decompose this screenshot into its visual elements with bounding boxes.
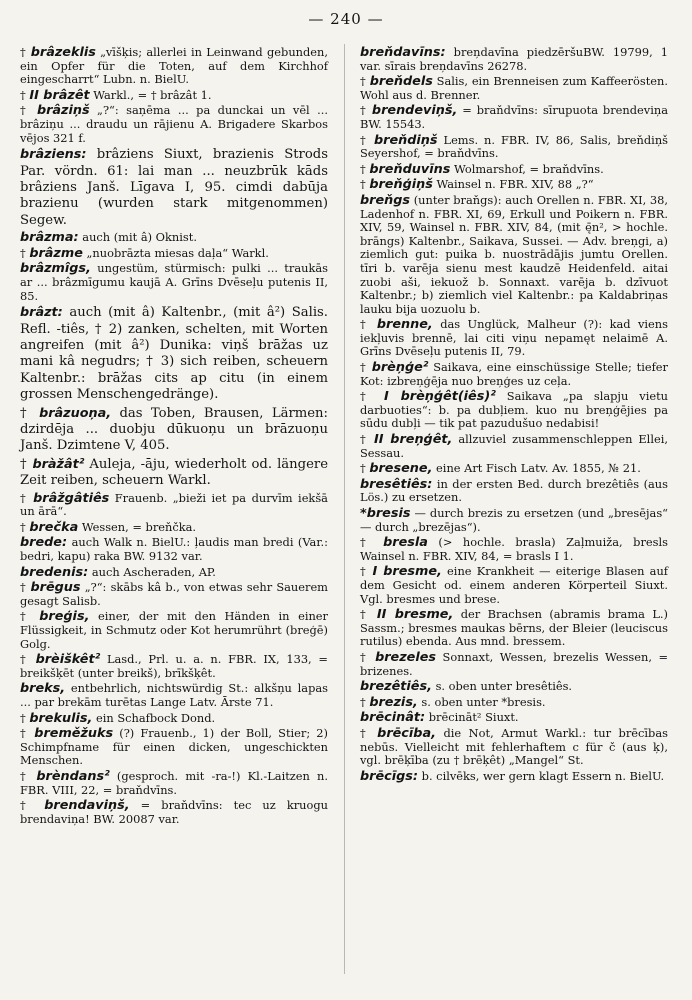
dictionary-entry [360,134,668,161]
entry-definition: eine Art Fisch Latv. Av. 1855, № 21. [432,461,641,476]
dagger-mark: † [20,652,36,667]
dictionary-entry [20,581,328,608]
entry-headword: brâzeklis [30,45,96,60]
dictionary-entry [20,536,328,563]
dagger-mark: † [360,317,377,332]
entry-headword: I bresme, [372,564,442,580]
entry-definition: brâziens Siuxt, brazienis Strods Par. vördn. 61: lai man ... neuzbrūk kāds brâziens Janš. Līgava I, 95. cimdi dabūja brazienu (wurden stark mitgenommen) Segew. [20,147,328,228]
entry-headword: *bresis [360,506,411,521]
entry-definition: breņdavīna piedzēršuBW. 19799, 1 var. sīrais breņdavīns 26278. [360,45,668,73]
entry-definition: Sonnaxt, Wessen, brezelis Wessen, = brizenes. [360,649,668,678]
dagger-mark: † [360,725,378,740]
entry-headword: bresêtiês: [360,476,433,492]
entry-definition: Saikava, eine einschüssige Stelle; tiefer Kot: izbreņģēja nuo breņģes uz ceļa. [360,360,668,388]
dagger-mark: † [20,710,30,725]
dagger-mark: † [360,177,370,192]
dictionary-entry [20,247,328,261]
entry-headword: brâzuoņa, [39,405,112,421]
entry-definition: Warkl., = † brâzât 1. [89,87,212,102]
entry-definition: ungestüm, stürmisch: pulki ... traukās ar ... brâzmīgumu kaujā A. Grīns Dvēseļu putenis II, 85. [20,261,328,303]
dagger-mark: † [360,694,370,709]
entry-definition: „?“: skābs kâ b., von etwas sehr Sauerem gesagt Salisb. [20,580,328,608]
dictionary-entry [20,262,328,303]
entry-definition: das Toben, Brausen, Lärmen: dzirdēja ... duobju dūkuoņu un brāzuoņu Janš. Dzimtene V, 405. [20,405,328,454]
dictionary-entry [360,194,668,316]
dagger-mark: † [360,360,372,375]
dagger-mark: † [20,519,30,534]
entry-definition: auch (mit â) Oknist. [78,230,197,245]
entry-headword: brâzme [29,245,83,261]
entry-headword: brâzma: [20,230,79,246]
entry-headword: brekulis, [29,710,93,726]
dictionary-entry [20,305,328,403]
page-number: — 240 — [308,10,384,28]
entry-headword: brendeviņš, [371,103,458,119]
dagger-mark: † [360,432,374,447]
entry-headword: brendaviņš, [44,798,130,814]
dictionary-entry [360,361,668,388]
entry-definition: = braňdvīns: tec uz kruogu brendaviņa! BW. 20087 var. [20,798,328,826]
dictionary-entry [20,231,328,245]
dictionary-entry [20,46,328,87]
entry-definition: allzuviel zusammenschleppen Ellei, Sessau. [360,432,668,460]
entry-definition: „?“: saņēma ... pa dunckai un vēl ... brâziņu ... draudu un rājienu A. Brigadere Skarbos vējos 321 f. [20,103,328,145]
dictionary-entry [360,565,668,606]
entry-headword: brenne, [376,317,433,333]
dictionary-entry [20,457,328,490]
dictionary-entry [20,147,328,229]
dagger-mark: † [360,161,370,176]
entry-headword: II breņģêt, [373,432,453,448]
entry-headword: breks, [20,681,66,697]
dictionary-entry [20,682,328,709]
entry-headword: brèņģe² [371,360,429,376]
entry-headword: bresene, [369,461,433,477]
dagger-mark: † [20,798,45,813]
dagger-mark: † [360,103,372,118]
entry-definition: (gesproch. mit -ra-!) Kl.-Laitzen n. FBR. VIII, 22, = braňdvīns. [20,768,328,797]
entry-definition: Saikava „pa slapju vietu darbuoties“: b. pa dubļiem. kuo nu breņģējies pa sūdu dubļi — tik pat pazudušuo nedabisi! [360,389,669,431]
entry-headword: brâziņš [36,103,90,119]
entry-definition: eine Krankheit — eiterige Blasen auf dem Gesicht od. einem anderen Körperteil Siuxt. Vgl. bresmes und brese. [360,564,668,606]
dictionary-entry [360,727,668,768]
entry-headword: II bresme, [376,607,454,623]
entry-definition: der Brachsen (abramis brama L.) Sassm.; bresmes maukas bērns, der Bleier (leuciscus rutilus) ebenda. Aus mnd. bressem. [360,607,668,649]
entry-headword: brēcinât: [360,710,426,726]
entry-definition: (unter braňgs): auch Orellen n. FBR. XI, 38, Ladenhof n. FBR. XI, 69, Erkull und Poikern n. FBR. XIV, 59, Wainsel n. FBR. XIV, 84, (mit ę̄n², > hochle. brāngs) Kaltenbr., Saikava, Sussei. — Adv. breņgi, a) ziemlich gut: puika b. nuostrādājis jumtu Orellen. tīri b. varēja sienu mest kaudzē Heidenfeld. aitai zuobi aši, iekuož b. Sonnaxt. varēja b. dzīvuot Kaltenbr.; b) ziemlich viel Kaltenbr.: pa Kaldabriņas lauku bija uozuolu b. [360,192,668,316]
dictionary-entry [20,653,328,680]
dictionary-entry [360,507,668,534]
dictionary-entry [360,46,668,73]
dagger-mark: † [360,461,370,476]
entry-headword: breňgs [360,192,411,208]
dagger-mark: † [20,490,34,505]
entry-definition: Wainsel n. FBR. XIV, 88 „?“ [432,177,594,192]
entry-definition: entbehrlich, nichtswürdig St.: alkšņu lapas ... par brekām turētas Lange Latv. Ārste 71. [20,681,328,709]
entry-definition: „nuobrāzta miesas daļa“ Warkl. [82,245,269,260]
entry-definition: Wessen, = breňčka. [78,519,197,534]
dictionary-entry [360,75,668,102]
entry-definition: „vīšķis; allerlei in Leinwand gebunden, ein Opfer für die Toten, auf dem Kirchhof eingescharrt“ Lubn. n. BielU. [20,45,328,87]
dagger-mark: † [360,132,374,147]
entry-headword: brezêtiês, [360,679,432,695]
entry-headword: breňdels [369,74,433,90]
entry-definition: ein Schafbock Dond. [92,710,216,725]
entry-definition: auch Walk n. BielU.: ļaudis man bredi (Var.: bedri, kapu) raka BW. 9132 var. [20,535,328,563]
entry-definition: die Not, Armut Warkl.: tur brēcības nebūs. Vielleicht mit fehlerhaftem c für č (aus ķ), vgl. brēķība (zu † brēķêt) „Mangel“ St. [360,725,668,768]
entry-definition: Wolmarshof, = braňdvīns. [450,161,604,176]
dictionary-entry [360,178,668,192]
entry-definition: — durch brezis zu ersetzen (und „bresējas“ — durch „brezējas“). [360,506,668,534]
dictionary-entry [360,770,668,784]
dagger-mark: † [20,103,37,118]
dagger-mark: † [360,607,377,622]
right-column [360,46,668,785]
entry-headword: brâziens: [20,147,87,163]
dagger-mark: † [360,535,384,550]
dictionary-entry [360,462,668,476]
entry-definition: s. oben unter *bresis. [417,694,546,709]
dictionary-entry [20,104,328,145]
entry-headword: breměžuks [34,726,114,742]
dictionary-entry [20,712,328,726]
entry-headword: brede: [20,535,68,551]
dictionary-entry [360,536,668,563]
entry-definition: Salis, ein Brenneisen zum Kaffeerösten. Wohl aus d. Brenner. [360,74,668,102]
entry-definition: in der ersten Bed. durch brezêtiês (aus Lös.) zu ersetzen. [360,476,668,505]
entry-definition: auch Ascheraden, AP. [88,564,216,579]
dictionary-entry [20,521,328,535]
dictionary-entry [20,770,328,797]
dictionary-entry [360,608,668,649]
entry-headword: brâžgâtiês [33,490,110,506]
dagger-mark: † [20,245,30,260]
entry-headword: brâzt: [20,305,63,321]
entry-definition: (?) Frauenb., 1) der Boll, Stier; 2) Schimpfname für einen dicken, ungeschickten Menschen. [20,726,329,768]
dagger-mark: † [20,405,40,421]
dagger-mark: † [360,649,376,664]
entry-headword: brezis, [369,694,418,710]
dictionary-entry [360,651,668,678]
entry-definition: das Unglück, Malheur (?): kad viens iekļuvis brennē, lai citi viņu nepamęt nelaimē A. Grīns Dvēseļu putenis II, 79. [360,317,668,359]
dictionary-entry [360,696,668,710]
dictionary-entry [360,680,668,694]
dictionary-entry [20,610,328,651]
entry-definition: auch (mit â) Kaltenbr., (mit â²) Salis. Refl. -tiês, † 2) zanken, schelten, mit Worten angreifen (mit â²) Dunika: viņš brāžas uz mani kâ negudrs; † 3) sich reiben, scheuern Kaltenbr.: brāžas cits ap citu (in einem grossen Menschengedränge). [20,305,328,403]
entry-definition: = braňdvīns: sīrupuota brendeviņa BW. 15543. [360,103,668,131]
entry-headword: brēcība, [377,725,436,741]
entry-headword: breňdavīns: [360,45,446,60]
dagger-mark: † [20,609,40,624]
entry-headword: bràžât² [32,456,85,472]
entry-definition: Lasd., Prl. u. a. n. FBR. IX, 133, = breikšķēt (unter breikš), brīkšķêt. [20,652,328,680]
entry-headword: breňģiņš [369,177,433,193]
dagger-mark: † [360,74,370,89]
dictionary-entry [20,406,328,455]
dictionary-entry [20,727,328,768]
entry-definition: Frauenb. „bieži iet pa durvīm iekšā un ārā“. [20,490,328,519]
dagger-mark: † [360,564,373,579]
dictionary-entry [20,799,328,826]
entry-headword: breňdiņš [374,132,438,148]
entry-definition: brēcināt² Siuxt. [425,710,519,725]
entry-definition: Auleja, -āju, wiederholt od. längere Zeit reiben, scheuern Warkl. [20,456,329,489]
entry-headword: brezeles [375,649,437,665]
entry-headword: breģis, [39,609,90,625]
column-divider [344,44,345,974]
entry-headword: bresla [383,535,428,551]
dagger-mark: † [20,87,30,102]
dictionary-entry [360,478,668,505]
entry-headword: brēgus [30,580,81,596]
dagger-mark: † [360,389,385,404]
dictionary-entry [20,492,328,519]
entry-headword: bredenis: [20,564,89,580]
dictionary-entry [360,163,668,177]
entry-headword: I brèņģêt(iês)² [384,389,496,405]
dictionary-entry [20,89,328,103]
dictionary-entry [360,104,668,131]
dagger-mark: † [20,580,31,595]
dictionary-entry [360,711,668,725]
dictionary-entry [360,390,668,431]
entry-definition: b. cilvēks, wer gern klagt Essern n. BielU. [418,768,665,783]
dagger-mark: † [20,45,31,59]
dagger-mark: † [20,726,35,741]
dagger-mark: † [20,768,37,783]
left-column [20,46,328,828]
entry-headword: brēcīgs: [360,768,419,784]
entry-headword: brèiškêt² [35,652,101,668]
dagger-mark: † [20,456,33,472]
entry-headword: brèndans² [36,768,110,784]
entry-definition: (> hochle. brasla) Zaļmuiža, bresls Wainsel n. FBR. XIV, 84, = brasls I 1. [360,535,668,563]
entry-definition: s. oben unter bresêtiês. [431,679,573,694]
entry-headword: brečka [29,519,79,535]
entry-headword: breňduvīns [369,161,451,177]
dictionary-entry [360,433,668,460]
dictionary-entry [20,566,328,580]
entry-definition: Lems. n. FBR. IV, 86, Salis, breňdiņš Seyershof, = braňdvīns. [360,132,668,161]
entry-headword: brâzmîgs, [20,261,91,277]
entry-headword: II brâzêt [29,87,90,103]
entry-definition: einer, der mit den Händen in einer Flüssigkeit, in Schmutz oder Kot herumrührt (breģē) Golg. [20,609,328,651]
dictionary-entry [360,318,668,359]
